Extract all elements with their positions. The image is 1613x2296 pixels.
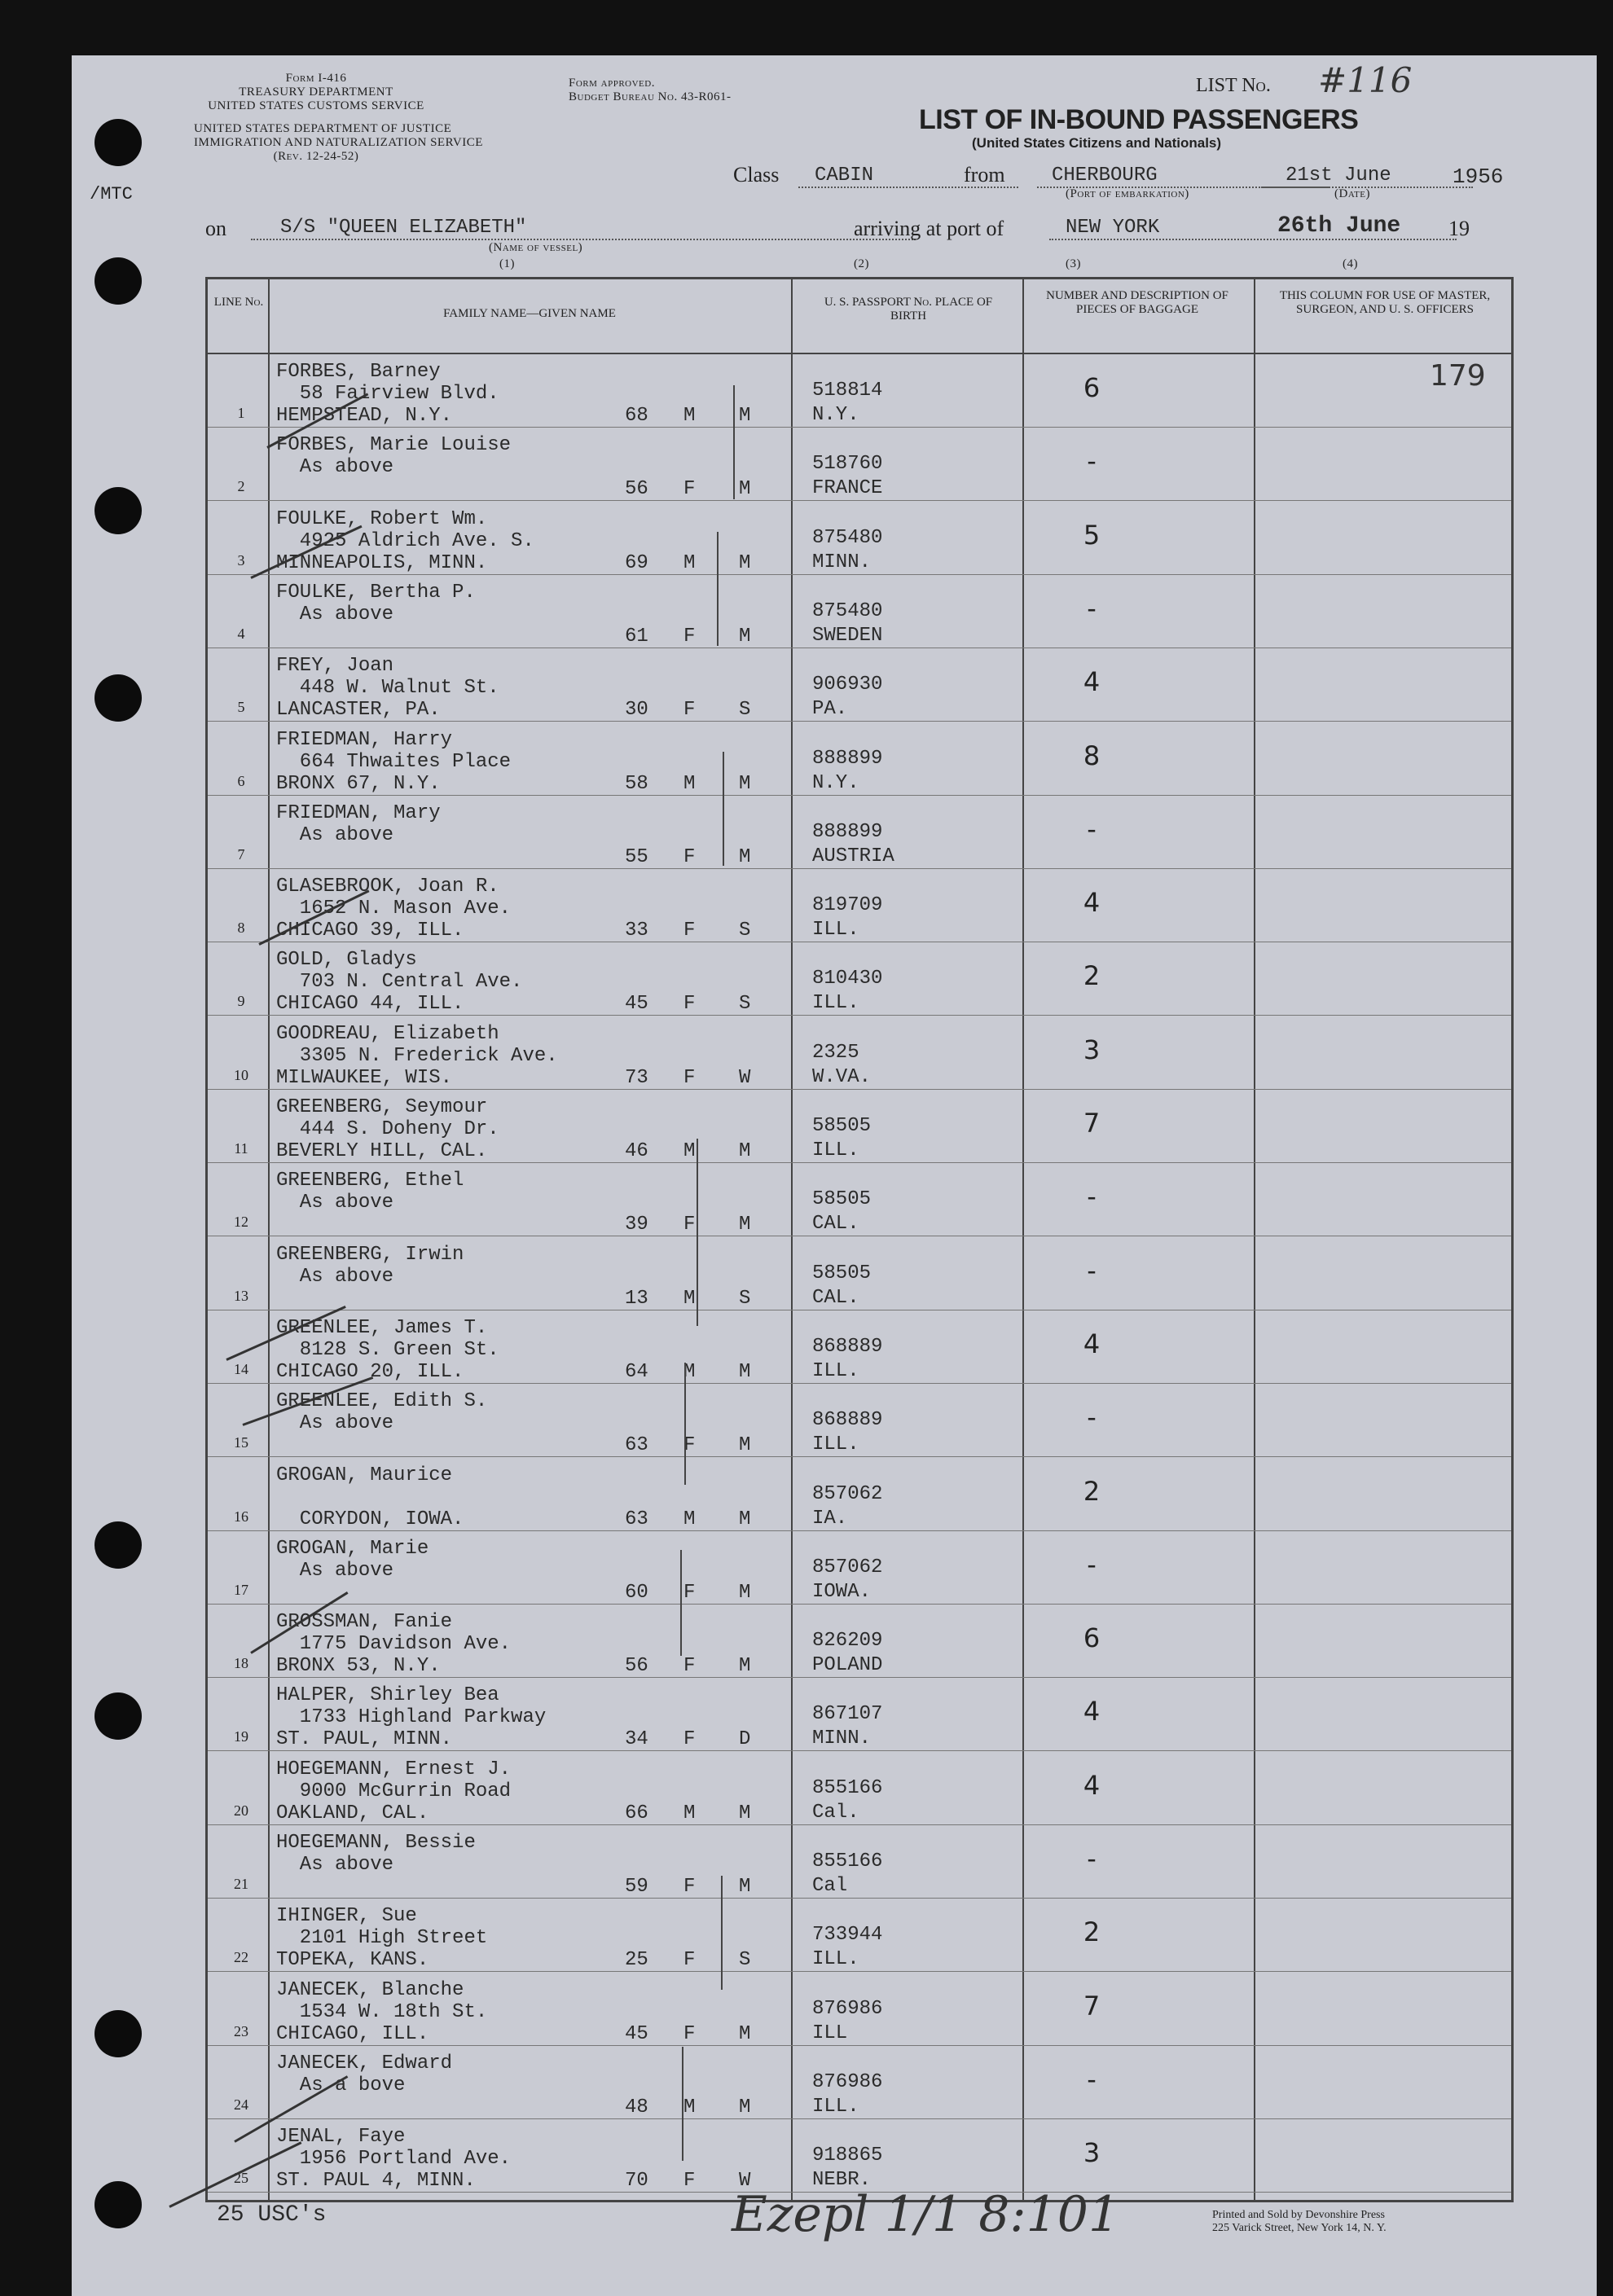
printer-line-2: 225 Varick Street, New York 14, N. Y. [1212, 2222, 1387, 2234]
class-label: Class [733, 163, 780, 187]
passport-and-birthplace: 888899 AUSTRIA [812, 820, 894, 867]
passenger-age: 69 [625, 551, 648, 574]
passenger-age: 73 [625, 1066, 648, 1089]
passenger-name-address: FRIEDMAN, Mary As above [276, 801, 441, 846]
table-row [208, 648, 1511, 722]
passenger-sex: F [683, 478, 696, 501]
passenger-name-address: GREENLEE, Edith S. As above [276, 1390, 488, 1435]
printer-line-1: Printed and Sold by Devonshire Press [1212, 2209, 1385, 2221]
row-line-number: 24 [234, 2096, 248, 2113]
header-name: FAMILY NAME—GIVEN NAME [443, 307, 616, 320]
passport-and-birthplace: 876986 ILL [812, 1997, 883, 2044]
family-brace [717, 532, 719, 646]
binder-hole [94, 1692, 142, 1740]
row-line-number: 25 [234, 2170, 248, 2187]
table-row [208, 575, 1511, 648]
passenger-name-address: GREENBERG, Seymour 444 S. Doheny Dr. BEVERLY HILL, CAL. [276, 1096, 499, 1162]
baggage-count: 4 [1083, 887, 1101, 919]
passenger-sex: F [683, 1728, 696, 1751]
passenger-name-address: JENAL, Faye 1956 Portland Ave. ST. PAUL 4, MINN. [276, 2126, 512, 2193]
list-number-value: #116 [1318, 60, 1413, 100]
passenger-age: 30 [625, 699, 648, 722]
table-row [208, 1825, 1511, 1899]
baggage-count: 4 [1083, 1769, 1101, 1801]
passenger-age: 46 [625, 1140, 648, 1162]
passenger-name-address: GOODREAU, Elizabeth 3305 N. Frederick Ave. MILWAUKEE, WIS. [276, 1022, 558, 1089]
passenger-sex: F [683, 699, 696, 722]
passenger-age: 56 [625, 478, 648, 501]
passenger-age: 68 [625, 405, 648, 427]
budget-block [569, 77, 731, 104]
passenger-civil-status: M [739, 1360, 751, 1383]
passenger-age: 13 [625, 1287, 648, 1310]
passenger-sex: F [683, 1214, 696, 1236]
table-row [208, 2046, 1511, 2119]
baggage-count: 4 [1083, 1696, 1101, 1727]
baggage-count: 7 [1083, 1990, 1101, 2022]
budget-bureau: Budget Bureau No. 43-R061- [569, 90, 732, 103]
baggage-count: 8 [1083, 740, 1101, 771]
baggage-count: 7 [1083, 1108, 1101, 1139]
printer-imprint [1212, 2209, 1387, 2235]
treasury-dept: TREASURY DEPARTMENT [239, 86, 393, 99]
passenger-name-address: GROGAN, Marie As above [276, 1537, 429, 1582]
binder-hole [94, 674, 142, 722]
table-row [208, 1531, 1511, 1605]
passenger-name-address: IHINGER, Sue 2101 High Street TOPEKA, KANS. [276, 1905, 488, 1972]
row-line-number: 18 [234, 1655, 248, 1672]
ins-service: IMMIGRATION AND NATURALIZATION SERVICE [194, 136, 483, 149]
customs-service: UNITED STATES CUSTOMS SERVICE [208, 99, 424, 112]
passenger-sex: F [683, 1655, 696, 1678]
baggage-count: - [1087, 813, 1097, 845]
pencil-notation: Ezepl 1/1 8:101 [732, 2186, 1120, 2243]
passenger-civil-status: M [739, 2096, 751, 2118]
family-brace [680, 1550, 682, 1656]
passenger-age: 63 [625, 1434, 648, 1457]
passenger-sex: F [683, 1949, 696, 1972]
family-brace [684, 1363, 686, 1485]
passenger-name-address: FOULKE, Bertha P. As above [276, 581, 476, 626]
passenger-sex: M [683, 405, 696, 427]
baggage-count: - [1087, 1548, 1097, 1580]
passenger-name-address: FOULKE, Robert Wm. 4925 Aldrich Ave. S. MINNEAPOLIS, MINN. [276, 507, 534, 574]
vessel-caption: (Name of vessel) [489, 241, 583, 254]
passenger-civil-status: W [739, 2170, 751, 2193]
passenger-sex: F [683, 1066, 696, 1089]
passenger-name-address: GROSSMAN, Fanie 1775 Davidson Ave. BRONX 53, N.Y. [276, 1611, 512, 1678]
baggage-count: 3 [1083, 1034, 1101, 1065]
passenger-name-address: GOLD, Gladys 703 N. Central Ave. CHICAGO 44, ILL. [276, 949, 523, 1016]
table-row [208, 1016, 1511, 1090]
row-line-number: 22 [234, 1949, 248, 1966]
row-line-number: 7 [237, 845, 245, 863]
passenger-sex: F [683, 1434, 696, 1457]
passenger-sex: F [683, 2022, 696, 2045]
header-passport: U. S. PASSPORT No. PLACE OF BIRTH [824, 296, 993, 323]
passenger-age: 61 [625, 625, 648, 648]
passenger-name-address: JANECEK, Blanche 1534 W. 18th St. CHICAGO, ILL. [276, 1978, 488, 2045]
passport-and-birthplace: 826209 POLAND [812, 1630, 883, 1677]
passenger-age: 39 [625, 1214, 648, 1236]
passport-and-birthplace: 918865 NEBR. [812, 2145, 883, 2192]
passenger-age: 34 [625, 1728, 648, 1751]
class-value: CABIN [798, 165, 1018, 188]
table-row [208, 1605, 1511, 1678]
passport-and-birthplace: 876986 ILL. [812, 2070, 883, 2118]
form-subtitle: (United States Citizens and Nationals) [972, 135, 1222, 151]
from-label: from [964, 163, 1005, 187]
passenger-sex: F [683, 845, 696, 868]
baggage-count: 3 [1083, 2137, 1101, 2169]
baggage-count: - [1087, 1254, 1097, 1286]
passport-and-birthplace: 819709 ILL. [812, 894, 883, 942]
passport-and-birthplace: 906930 PA. [812, 674, 883, 721]
date-caption: (Date) [1334, 187, 1370, 200]
passenger-sex: M [683, 1360, 696, 1383]
header-officers: THIS COLUMN FOR USE OF MASTER, SURGEON, AND U. S. OFFICERS [1279, 289, 1491, 316]
passenger-civil-status: S [739, 699, 751, 722]
passenger-age: 58 [625, 772, 648, 795]
table-row [208, 1752, 1511, 1825]
passenger-sex: M [683, 1802, 696, 1824]
baggage-count: - [1087, 592, 1097, 624]
port-caption: (Port of embarkation) [1066, 187, 1189, 200]
passenger-civil-status: S [739, 1287, 751, 1310]
row-line-number: 20 [234, 1802, 248, 1819]
passport-and-birthplace: 518760 FRANCE [812, 453, 883, 500]
baggage-count: 2 [1083, 960, 1101, 992]
table-row [208, 796, 1511, 869]
baggage-count: 2 [1083, 1916, 1101, 1948]
passenger-name-address: HALPER, Shirley Bea 1733 Highland Parkway ST. PAUL, MINN. [276, 1684, 547, 1751]
passenger-civil-status: M [739, 1214, 751, 1236]
passenger-age: 66 [625, 1802, 648, 1824]
passenger-sex: F [683, 920, 696, 942]
passenger-civil-status: D [739, 1728, 751, 1751]
table-row [208, 1678, 1511, 1751]
passenger-civil-status: M [739, 2022, 751, 2045]
passenger-age: 55 [625, 845, 648, 868]
form-title: LIST OF IN-BOUND PASSENGERS [919, 104, 1359, 135]
family-brace [733, 385, 735, 499]
passenger-name-address: HOEGEMANN, Ernest J. 9000 McGurrin Road OAKLAND, CAL. [276, 1758, 512, 1824]
passenger-age: 33 [625, 920, 648, 942]
passenger-civil-status: M [739, 1655, 751, 1678]
family-brace [682, 2047, 683, 2161]
baggage-count: - [1087, 446, 1097, 477]
passenger-name-address: GLASEBROOK, Joan R. 1652 N. Mason Ave. CHICAGO 39, ILL. [276, 876, 512, 942]
passenger-civil-status: M [739, 1140, 751, 1162]
passport-and-birthplace: 857062 IOWA. [812, 1556, 883, 1603]
passport-and-birthplace: 733944 ILL. [812, 1924, 883, 1971]
passenger-name-address: GROGAN, Maurice CORYDON, IOWA. [276, 1464, 464, 1530]
passenger-sex: F [683, 1581, 696, 1604]
form-agency-block [194, 72, 438, 113]
binder-hole [94, 2181, 142, 2228]
passenger-civil-status: M [739, 772, 751, 795]
baggage-count: - [1087, 1181, 1097, 1213]
passenger-age: 63 [625, 1508, 648, 1530]
passport-and-birthplace: 2325 W.VA. [812, 1041, 872, 1088]
passenger-name-address: FORBES, Barney 58 Fairview Blvd. HEMPSTEAD, N.Y. [276, 361, 499, 427]
header-line-no: LINE No. [213, 296, 264, 309]
family-brace [723, 752, 724, 866]
from-value: CHERBOURG [1037, 165, 1329, 188]
table-row [208, 428, 1511, 501]
passenger-sex: M [683, 1140, 696, 1162]
table-row [208, 1090, 1511, 1163]
passport-and-birthplace: 875480 MINN. [812, 526, 883, 573]
arrival-year: 19 [1448, 217, 1470, 240]
baggage-count: - [1087, 1843, 1097, 1874]
header-baggage: NUMBER AND DESCRIPTION OF PIECES OF BAGGAGE [1046, 289, 1228, 316]
table-row [208, 1899, 1511, 1972]
passport-and-birthplace: 855166 Cal [812, 1850, 883, 1897]
col3-ref: (3) [1066, 257, 1081, 270]
baggage-count: 2 [1083, 1475, 1101, 1507]
passenger-civil-status: M [739, 1802, 751, 1824]
table-row [208, 869, 1511, 942]
binder-hole [94, 119, 142, 166]
binder-hole [94, 1521, 142, 1569]
passenger-age: 70 [625, 2170, 648, 2193]
passport-and-birthplace: 867107 MINN. [812, 1703, 883, 1750]
row-line-number: 19 [234, 1728, 248, 1745]
baggage-count: 5 [1083, 519, 1101, 551]
table-row [208, 2119, 1511, 2193]
row-line-number: 15 [234, 1434, 248, 1451]
passenger-name-address: HOEGEMANN, Bessie As above [276, 1832, 476, 1876]
baggage-count: - [1087, 1402, 1097, 1433]
vessel-name: S/S "QUEEN ELIZABETH" [251, 217, 916, 240]
justice-block [194, 122, 483, 164]
passenger-name-address: GREENBERG, Ethel As above [276, 1170, 464, 1214]
passenger-sex: M [683, 551, 696, 574]
passenger-civil-status: W [739, 1066, 751, 1089]
row-line-number: 2 [237, 478, 245, 495]
family-brace [721, 1876, 723, 1990]
passenger-civil-status: M [739, 625, 751, 648]
passenger-name-address: GREENBERG, Irwin As above [276, 1243, 464, 1288]
document-page [72, 55, 1597, 2296]
passport-and-birthplace: 868889 ILL. [812, 1409, 883, 1456]
form-revision: (Rev. 12-24-52) [273, 150, 359, 163]
passenger-civil-status: M [739, 1876, 751, 1898]
passenger-name-address: GREENLEE, James T. 8128 S. Green St. CHICAGO 20, ILL. [276, 1316, 499, 1383]
passport-and-birthplace: 875480 SWEDEN [812, 599, 883, 647]
passport-and-birthplace: 58505 ILL. [812, 1115, 872, 1161]
passenger-civil-status: M [739, 478, 751, 501]
form-number: Form I-416 [285, 72, 347, 85]
passport-and-birthplace: 888899 N.Y. [812, 747, 883, 794]
passenger-name-address: FRIEDMAN, Harry 664 Thwaites Place BRONX 67, N.Y. [276, 728, 512, 795]
baggage-count: 6 [1083, 1622, 1101, 1654]
binder-hole [94, 487, 142, 534]
passenger-age: 48 [625, 2096, 648, 2118]
year-value: 1956 [1453, 165, 1504, 189]
row-line-number: 1 [237, 405, 245, 421]
row-line-number: 6 [237, 772, 245, 789]
passenger-age: 56 [625, 1655, 648, 1678]
baggage-count: 6 [1083, 372, 1101, 403]
passenger-age: 45 [625, 993, 648, 1016]
passenger-sex: F [683, 625, 696, 648]
row-line-number: 13 [234, 1287, 248, 1304]
table-row [208, 1384, 1511, 1457]
justice-dept: UNITED STATES DEPARTMENT OF JUSTICE [194, 122, 452, 135]
row-line-number: 10 [234, 1066, 248, 1083]
row-line-number: 21 [234, 1876, 248, 1892]
passenger-sex: F [683, 993, 696, 1016]
passenger-civil-status: M [739, 551, 751, 574]
passenger-civil-status: M [739, 1581, 751, 1604]
passenger-sex: F [683, 2170, 696, 2193]
table-row [208, 1163, 1511, 1236]
passenger-sex: M [683, 772, 696, 795]
passenger-age: 60 [625, 1581, 648, 1604]
row-line-number: 16 [234, 1508, 248, 1525]
list-number-label: LIST No. [1196, 75, 1271, 96]
table-row [208, 942, 1511, 1016]
passenger-age: 45 [625, 2022, 648, 2045]
passenger-civil-status: M [739, 405, 751, 427]
passenger-sex: M [683, 1508, 696, 1530]
passenger-name-address: FORBES, Marie Louise As above [276, 434, 512, 479]
baggage-count: 4 [1083, 666, 1101, 698]
col1-ref: (1) [499, 257, 515, 270]
table-row [208, 1458, 1511, 1531]
row-line-number: 5 [237, 699, 245, 716]
passenger-age: 25 [625, 1949, 648, 1972]
on-label: on [205, 217, 226, 240]
row-line-number: 14 [234, 1360, 248, 1377]
table-row [208, 1237, 1511, 1310]
col2-ref: (2) [854, 257, 869, 270]
row-line-number: 4 [237, 625, 245, 642]
passenger-civil-status: M [739, 1508, 751, 1530]
passenger-civil-status: S [739, 1949, 751, 1972]
form-approved: Form approved. [569, 77, 655, 90]
row-line-number: 3 [237, 551, 245, 569]
passport-and-birthplace: 518814 N.Y. [812, 380, 883, 426]
table-row [208, 502, 1511, 575]
passenger-civil-status: S [739, 920, 751, 942]
table-row [208, 722, 1511, 796]
table-row [208, 354, 1511, 428]
passenger-age: 64 [625, 1360, 648, 1383]
passenger-sex: M [683, 1287, 696, 1310]
row-line-number: 23 [234, 2022, 248, 2039]
row-line-number: 17 [234, 1581, 248, 1598]
passport-and-birthplace: 58505 CAL. [812, 1188, 872, 1236]
passenger-name-address: FREY, Joan 448 W. Walnut St. LANCASTER, PA. [276, 655, 499, 722]
mtc-mark: /MTC [90, 184, 133, 204]
baggage-count: 4 [1083, 1328, 1101, 1359]
passport-and-birthplace: 855166 Cal. [812, 1776, 883, 1824]
row-line-number: 8 [237, 920, 245, 937]
table-row [208, 1310, 1511, 1384]
binder-hole [94, 2010, 142, 2057]
passenger-table [205, 277, 1514, 2202]
passport-and-birthplace: 868889 ILL. [812, 1335, 883, 1382]
arriving-label: arriving at port of [854, 217, 1004, 240]
binder-hole [94, 257, 142, 305]
passenger-civil-status: M [739, 845, 751, 868]
row-line-number: 9 [237, 993, 245, 1010]
passenger-name-address: JANECEK, Edward As a bove [276, 2052, 453, 2096]
col4-ref: (4) [1343, 257, 1358, 270]
officer-note: 179 [1430, 359, 1486, 393]
passport-and-birthplace: 58505 CAL. [812, 1262, 872, 1309]
passenger-sex: F [683, 1876, 696, 1898]
family-brace [697, 1139, 698, 1326]
passport-and-birthplace: 857062 IA. [812, 1482, 883, 1530]
row-line-number: 11 [234, 1140, 248, 1157]
usc-count: 25 USC's [217, 2202, 327, 2228]
table-row [208, 1973, 1511, 2046]
arrival-date: 26th June [1277, 213, 1401, 239]
passenger-sex: M [683, 2096, 696, 2118]
arrival-port: NEW YORK [1049, 217, 1457, 240]
date-value: 21st June [1261, 165, 1473, 188]
baggage-count: - [1087, 2063, 1097, 2095]
passenger-age: 59 [625, 1876, 648, 1898]
passenger-civil-status: M [739, 1434, 751, 1457]
passenger-civil-status: S [739, 993, 751, 1016]
row-line-number: 12 [234, 1214, 248, 1231]
passport-and-birthplace: 810430 ILL. [812, 968, 883, 1015]
